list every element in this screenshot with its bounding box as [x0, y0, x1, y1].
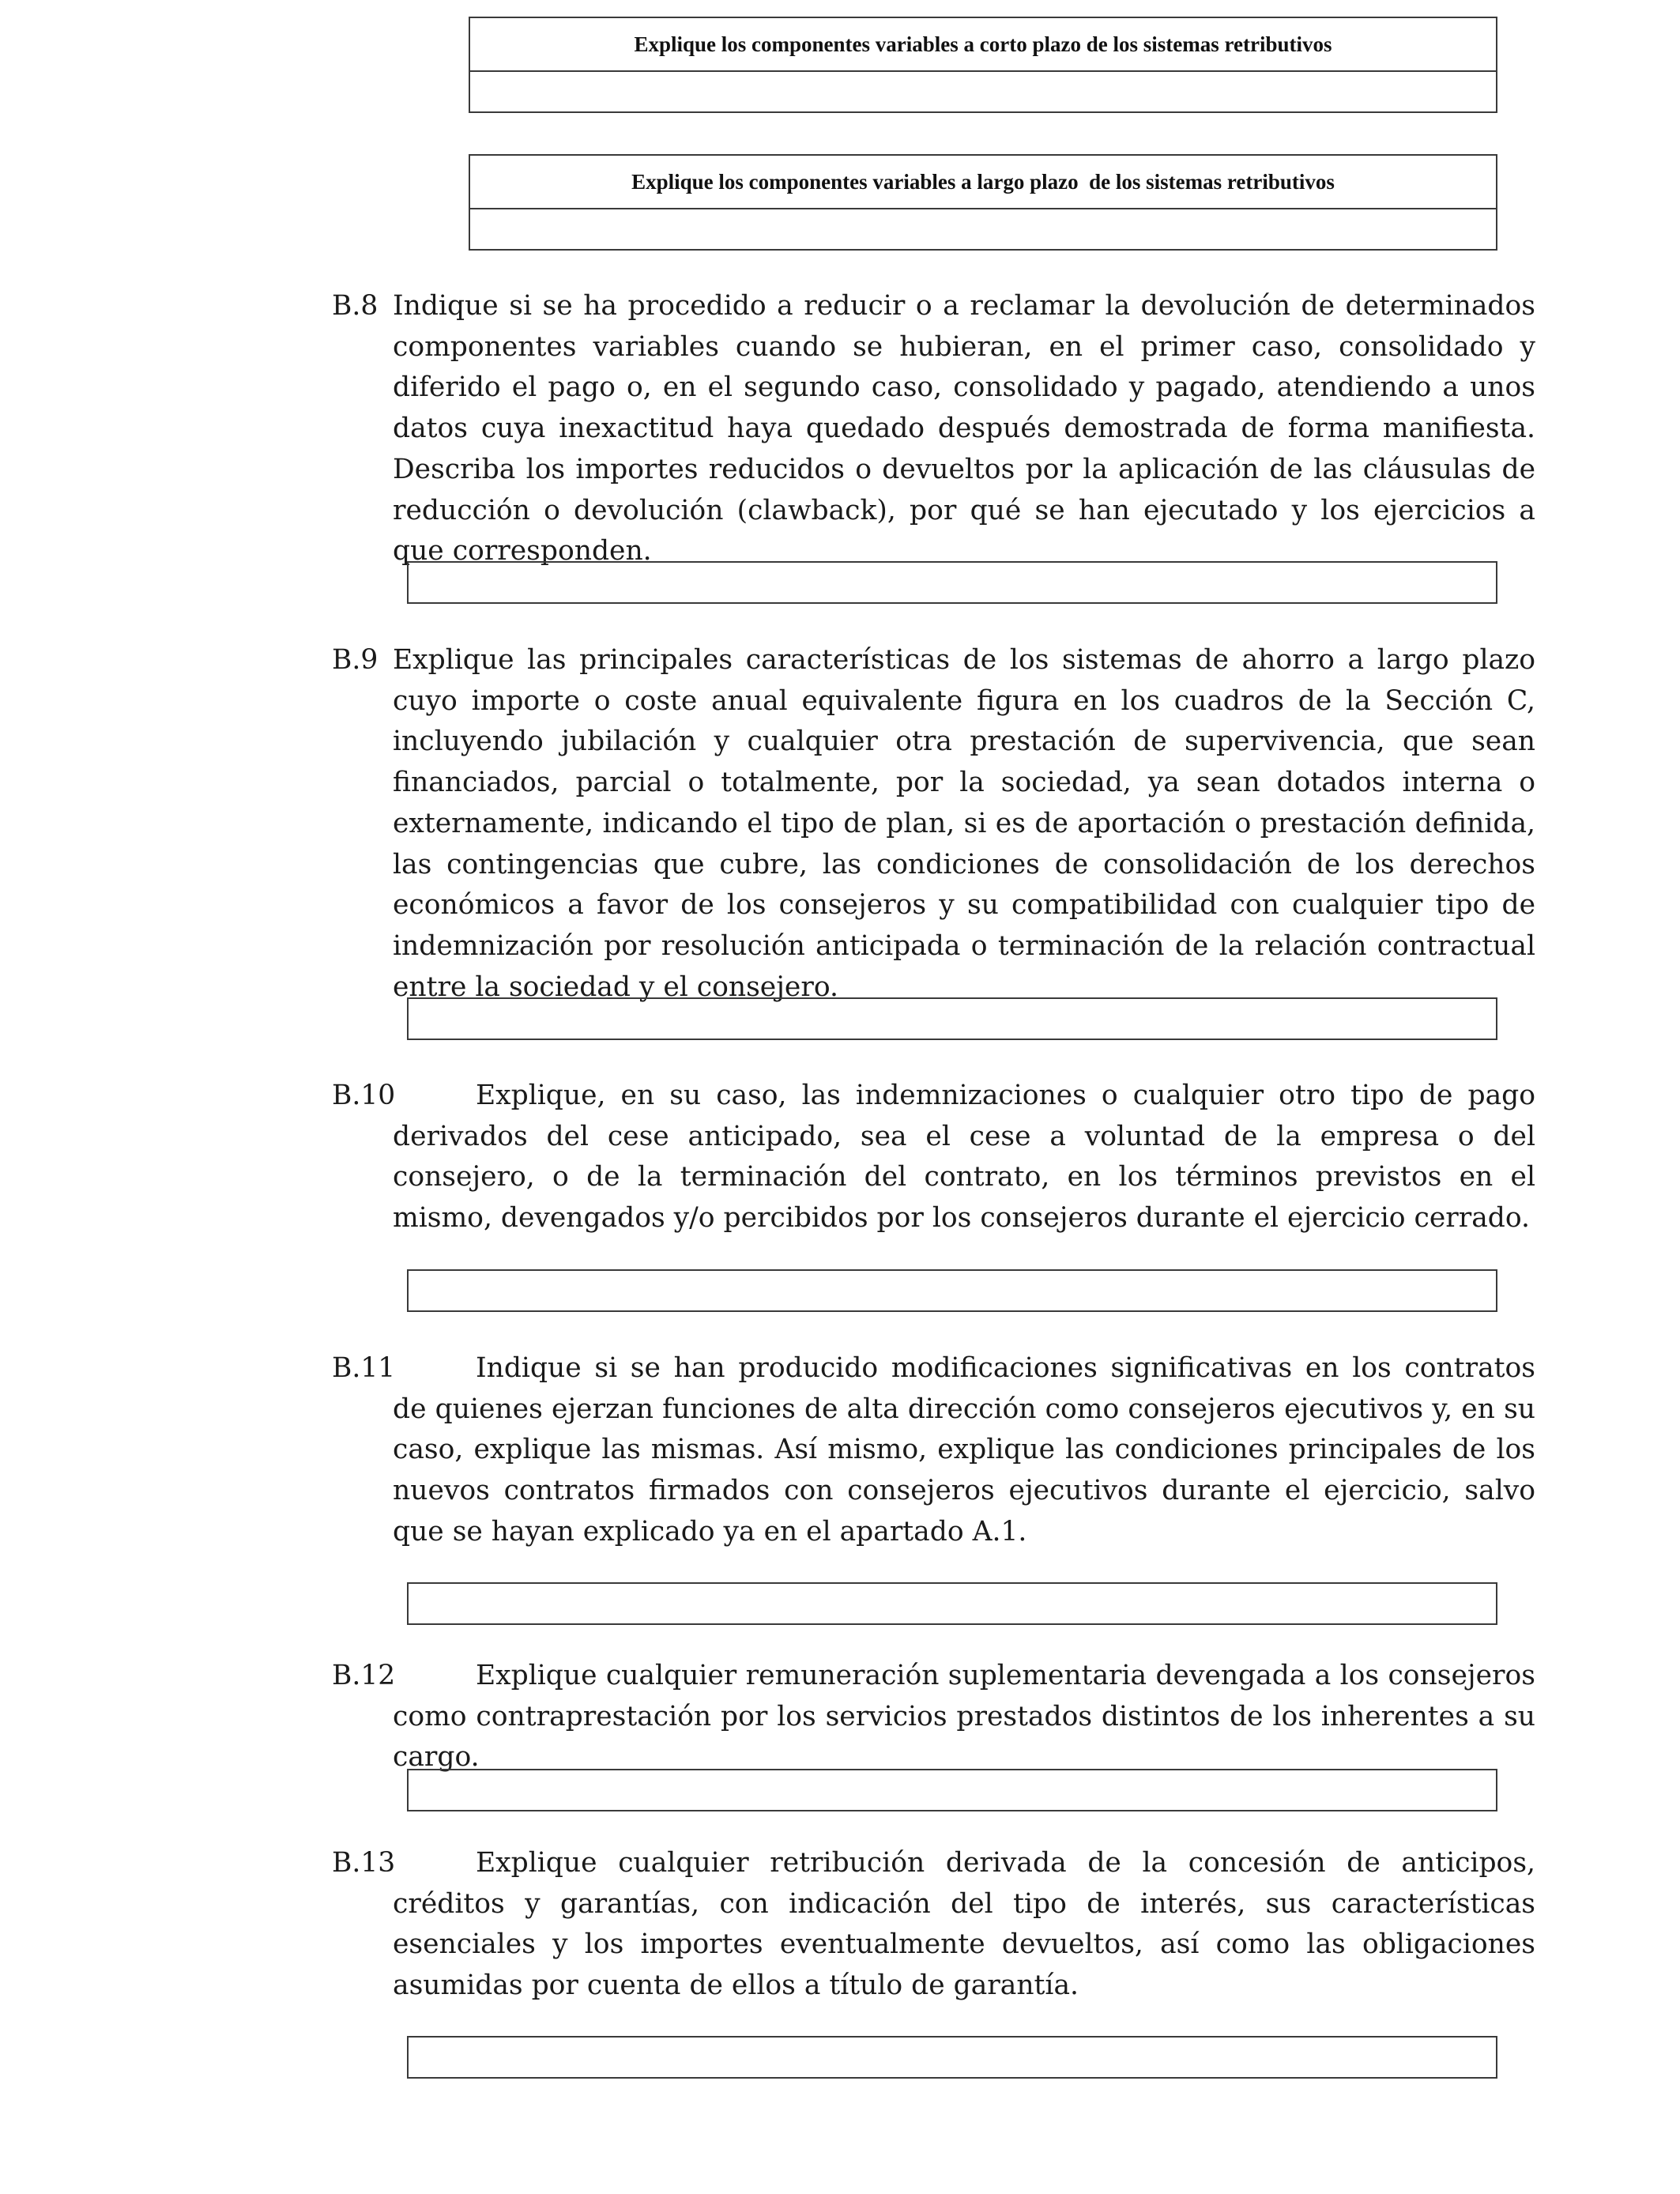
question-number: B.10	[332, 1080, 396, 1111]
question-text: Indique si se ha procedido a reducir o a reclamar la devolución de determinados componentes variables cuando se hubieran, en el primer caso, consolidado y diferido el pago o, en el segundo caso, consolidado y pagado, atendiendo a unos datos cuya inexactitud haya quedado después demostrada de forma manifiesta. Describa los importes reducidos o devueltos por la aplicación de las cláusulas de reducción o devolución (clawback), por qué se han ejecutado y los ejercicios a que corresponden.	[393, 290, 1535, 567]
question-b13	[332, 1843, 1535, 2007]
long-term-variable-table-answer-cell[interactable]	[470, 209, 1496, 249]
long-term-variable-table	[469, 154, 1497, 251]
answer-box-b9[interactable]	[407, 997, 1497, 1040]
question-text: Explique cualquier retribución derivada de la concesión de anticipos, créditos y garantías, con indicación del tipo de interés, sus características esenciales y los importes eventualmente devueltos, así como las obligaciones asumidas por cuenta de ellos a título de garantía.	[393, 1847, 1535, 2002]
question-text: Explique las principales características de los sistemas de ahorro a largo plazo cuyo importe o coste anual equivalente figura en los cuadros de la Sección C, incluyendo jubilación y cualquier otra prestación de supervivencia, que sean financiados, parcial o totalmente, por la sociedad, ya sean dotados interna o externamente, indicando el tipo de plan, si es de aportación o prestación definida, las contingencias que cubre, las condiciones de consolidación de los derechos económicos a favor de los consejeros y su compatibilidad con cualquier tipo de indemnización por resolución anticipada o terminación de la relación contractual entre la sociedad y el consejero.	[393, 644, 1535, 1003]
question-b12	[332, 1656, 1535, 1778]
question-number: B.9	[332, 644, 379, 676]
question-b9	[332, 640, 1535, 1008]
answer-box-b11[interactable]	[407, 1582, 1497, 1625]
question-text: Indique si se han producido modificaciones significativas en los contratos de quienes ejerzan funciones de alta dirección como consejeros ejecutivos y, en su caso, explique las mismas. Así mismo, explique las condiciones principales de los nuevos contratos firmados con consejeros ejecutivos durante el ejercicio, salvo que se hayan explicado ya en el apartado A.1.	[393, 1352, 1535, 1547]
question-number: B.8	[332, 290, 379, 322]
question-b11	[332, 1348, 1535, 1553]
short-term-variable-table-header: Explique los componentes variables a corto plazo de los sistemas retributivos	[470, 18, 1496, 72]
question-text: Explique, en su caso, las indemnizaciones o cualquier otro tipo de pago derivados del cese anticipado, sea el cese a voluntad de la empresa o del consejero, o de la terminación del contrato, en los términos previstos en el mismo, devengados y/o percibidos por los consejeros durante el ejercicio cerrado.	[393, 1080, 1535, 1235]
question-number: B.11	[332, 1352, 396, 1384]
answer-box-b12[interactable]	[407, 1769, 1497, 1811]
question-b8	[332, 286, 1535, 572]
short-term-variable-table	[469, 17, 1497, 113]
question-number: B.13	[332, 1847, 396, 1879]
question-text: Explique cualquier remuneración suplementaria devengada a los consejeros como contraprestación por los servicios prestados distintos de los inherentes a su cargo.	[393, 1660, 1535, 1774]
short-term-variable-table-answer-cell[interactable]	[470, 72, 1496, 111]
answer-box-b13[interactable]	[407, 2036, 1497, 2079]
question-number: B.12	[332, 1660, 396, 1691]
long-term-variable-table-header: Explique los componentes variables a largo plazo de los sistemas retributivos	[470, 156, 1496, 209]
question-b10	[332, 1076, 1535, 1239]
answer-box-b8[interactable]	[407, 561, 1497, 604]
answer-box-b10[interactable]	[407, 1269, 1497, 1312]
